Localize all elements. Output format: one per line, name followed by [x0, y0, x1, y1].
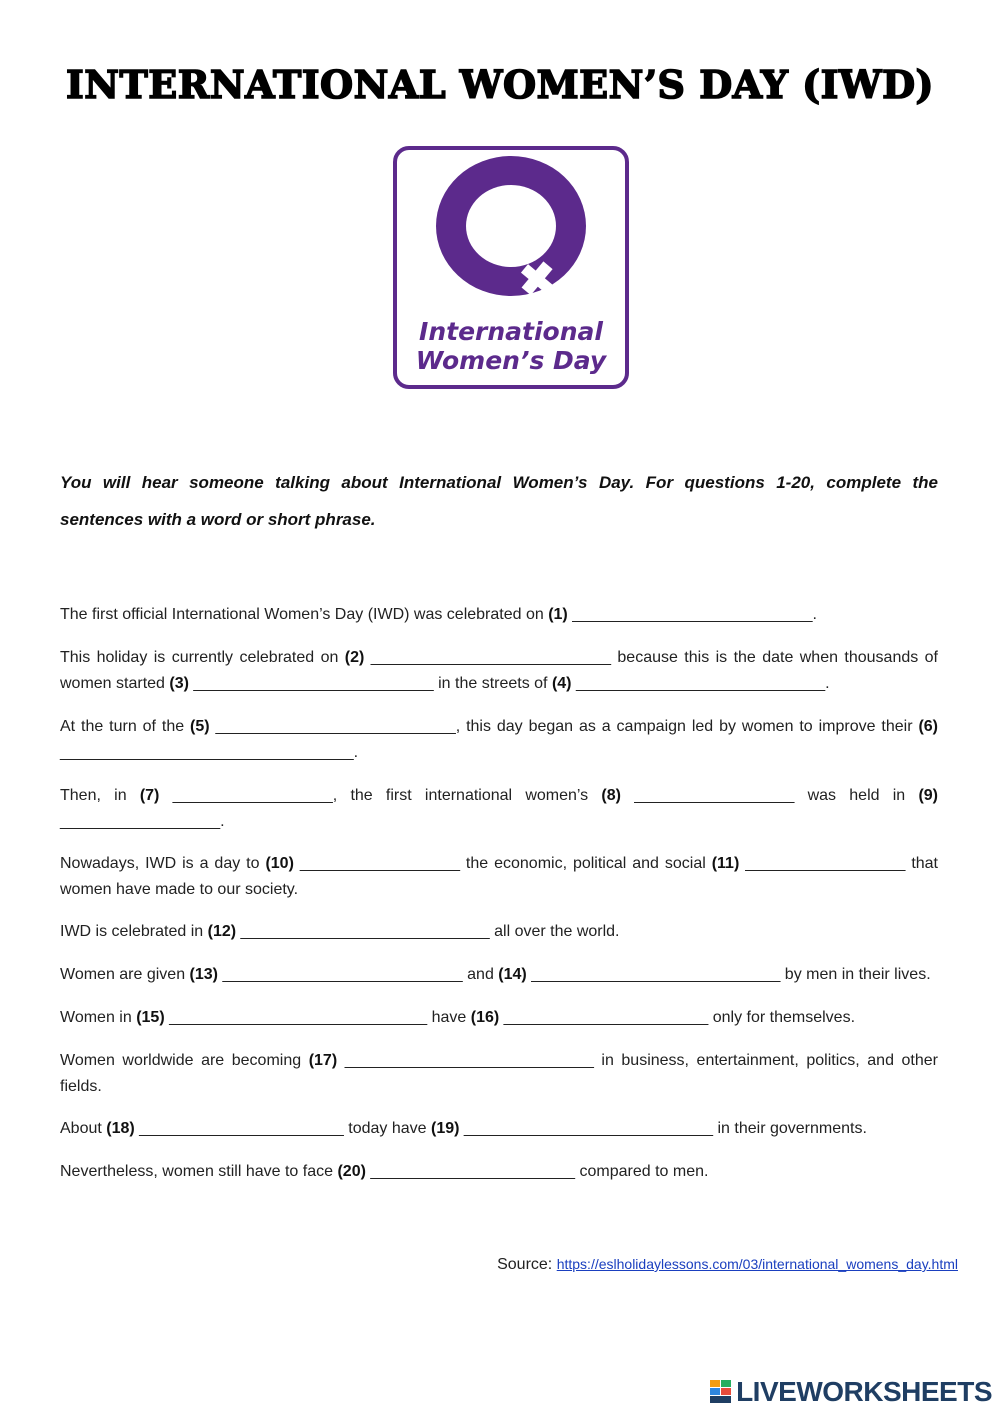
answer-blank[interactable]: ____________________________ in their governments.: [459, 1120, 867, 1137]
question-12: [60, 919, 938, 945]
question-text: At the turn of the: [60, 718, 191, 735]
question-number: (3): [169, 675, 189, 692]
answer-blank[interactable]: ___________________________ in the streets of: [188, 675, 552, 692]
answer-blank[interactable]: _________________________________.: [60, 744, 359, 761]
answer-blank[interactable]: __________________ was held in: [620, 787, 919, 804]
question-number: (20): [337, 1163, 366, 1180]
question-15-16: [60, 1005, 938, 1031]
answer-blank[interactable]: _______________________ compared to men.: [365, 1163, 709, 1180]
answer-blank[interactable]: ____________________________.: [571, 675, 830, 692]
question-number: (10): [265, 855, 294, 872]
answer-blank[interactable]: ____________________________ by men in their lives.: [526, 966, 931, 983]
question-number: (12): [207, 923, 237, 940]
answer-blank[interactable]: ____________________________ all over the world.: [236, 923, 620, 940]
question-1: [60, 602, 938, 628]
question-number: (9): [918, 787, 938, 804]
question-text: Women in: [60, 1009, 137, 1026]
question-17: [60, 1048, 938, 1100]
question-number: (7): [139, 787, 160, 804]
brand-name: LIVEWORKSHEETS: [736, 1376, 992, 1407]
logo-line-1: International: [419, 317, 603, 346]
question-text: IWD is celebrated in: [60, 923, 208, 940]
question-10-11: [60, 851, 938, 903]
question-number: (6): [918, 718, 938, 735]
question-number: (13): [189, 966, 218, 983]
answer-blank[interactable]: __________________.: [60, 813, 225, 830]
question-20: [60, 1159, 938, 1185]
question-number: (11): [711, 855, 740, 872]
answer-blank[interactable]: _____________________________ have: [164, 1009, 471, 1026]
instructions: You will hear someone talking about International Women’s Day. For questions 1-20, complete the sentences with a word or short phrase.: [60, 473, 938, 529]
question-text: Nevertheless, women still have to face: [60, 1163, 338, 1180]
question-13-14: [60, 962, 938, 988]
question-text: Nowadays, IWD is a day to: [60, 855, 266, 872]
source-link[interactable]: https://eslholidaylessons.com/03/international_womens_day.html: [556, 1256, 958, 1272]
question-text: Women worldwide are becoming: [60, 1052, 309, 1069]
answer-blank[interactable]: __________________, the first international women’s: [159, 787, 602, 804]
page-title: INTERNATIONAL WOMEN’S DAY (IWD): [66, 62, 934, 107]
question-number: (4): [551, 675, 572, 692]
question-7-9: [60, 783, 938, 835]
source-label: Source:: [497, 1256, 557, 1273]
answer-blank[interactable]: __________________ that women have made to our society.: [60, 855, 939, 898]
question-2-4: [60, 645, 938, 697]
source-line: [497, 1256, 958, 1274]
answer-blank[interactable]: ___________________________, this day began as a campaign led by women to improve their: [209, 718, 919, 735]
question-number: (2): [344, 649, 365, 666]
question-text: Women are given: [60, 966, 190, 983]
question-text: This holiday is currently celebrated on: [60, 649, 345, 666]
question-number: (19): [431, 1120, 460, 1137]
question-text: About: [60, 1120, 107, 1137]
question-number: (15): [136, 1009, 165, 1026]
question-number: (1): [548, 606, 568, 623]
liveworksheets-brand: [710, 1374, 992, 1410]
answer-blank[interactable]: ___________________________.: [567, 606, 817, 623]
answer-blank[interactable]: _______________________ only for themselves.: [499, 1009, 856, 1026]
question-text: Then, in: [60, 787, 140, 804]
answer-blank[interactable]: ___________________________ and: [218, 966, 499, 983]
logo-line-2: Women’s Day: [415, 346, 607, 375]
question-number: (14): [498, 966, 527, 983]
question-number: (5): [190, 718, 210, 735]
question-number: (18): [106, 1120, 135, 1137]
question-text: The first official International Women’s Day (IWD) was celebrated on: [60, 606, 549, 623]
answer-blank[interactable]: _______________________ today have: [134, 1120, 431, 1137]
answer-blank[interactable]: __________________ the economic, political and social: [293, 855, 712, 872]
question-number: (17): [308, 1052, 338, 1069]
answer-blank[interactable]: ___________________________ because this is the date when thousands of women started: [60, 649, 938, 692]
question-18-19: [60, 1116, 938, 1142]
iwd-logo: [393, 146, 629, 389]
answer-blank[interactable]: ____________________________ in business, entertainment, politics, and other fields.: [60, 1052, 938, 1095]
question-number: (16): [470, 1009, 500, 1026]
liveworksheets-logo-icon: [710, 1380, 732, 1404]
question-number: (8): [601, 787, 621, 804]
question-5-6: [60, 714, 938, 766]
